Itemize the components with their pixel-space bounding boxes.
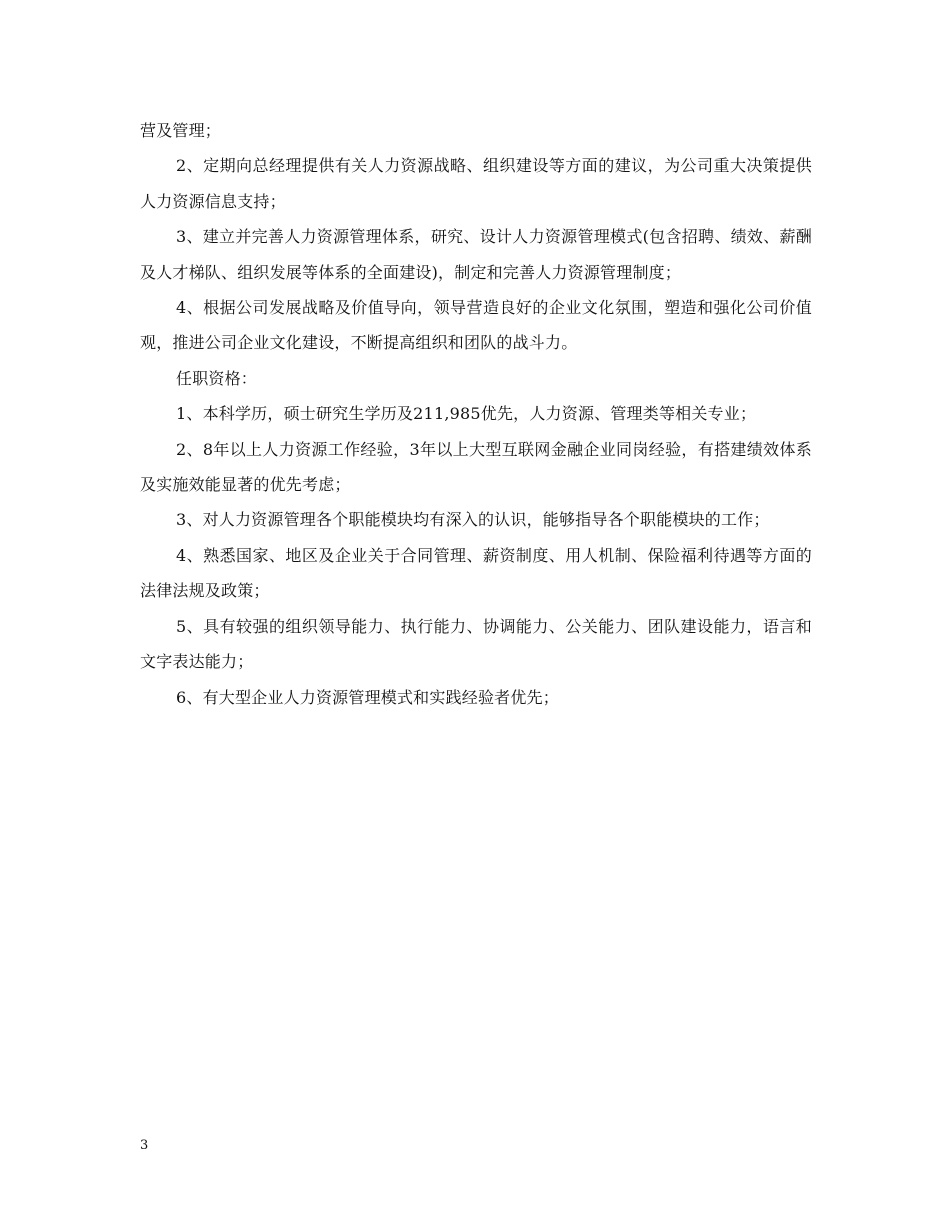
paragraph-continuation: 营及管理； <box>140 121 222 140</box>
paragraph-qualification-5: 5、具有较强的组织领导能力、执行能力、协调能力、公关能力、团队建设能力，语言和文字表达能力； <box>140 616 812 672</box>
paragraph-qualification-2: 2、8年以上人力资源工作经验，3年以上大型互联网金融企业同岗经验，有搭建绩效体系及实施效能显著的优先考虑； <box>140 439 812 495</box>
paragraph-duty-4: 4、根据公司发展战略及价值导向，领导营造良好的企业文化氛围，塑造和强化公司价值观，推进公司企业文化建设，不断提高组织和团队的战斗力。 <box>140 298 812 353</box>
section-heading-qualifications: 任职资格： <box>176 368 258 388</box>
paragraph-qualification-1: 1、本科学历，硕士研究生学历及211,985优先，人力资源、管理类等相关专业； <box>176 404 757 424</box>
paragraph-qualification-6: 6、有大型企业人力资源管理模式和实践经验者优先； <box>176 687 559 707</box>
document-body <box>140 113 812 715</box>
paragraph-qualification-4: 4、熟悉国家、地区及企业关于合同管理、薪资制度、用人机制、保险福利待遇等方面的法律法规及政策； <box>140 545 812 601</box>
paragraph-duty-2: 2、定期向总经理提供有关人力资源战略、组织建设等方面的建议，为公司重大决策提供人力资源信息支持； <box>140 156 812 211</box>
paragraph-qualification-3: 3、对人力资源管理各个职能模块均有深入的认识，能够指导各个职能模块的工作； <box>176 510 770 530</box>
paragraph-duty-3: 3、建立并完善人力资源管理体系，研究、设计人力资源管理模式(包含招聘、绩效、薪酬及人才梯队、组织发展等体系的全面建设)，制定和完善人力资源管理制度； <box>140 227 812 282</box>
page-number: 3 <box>140 1138 149 1153</box>
